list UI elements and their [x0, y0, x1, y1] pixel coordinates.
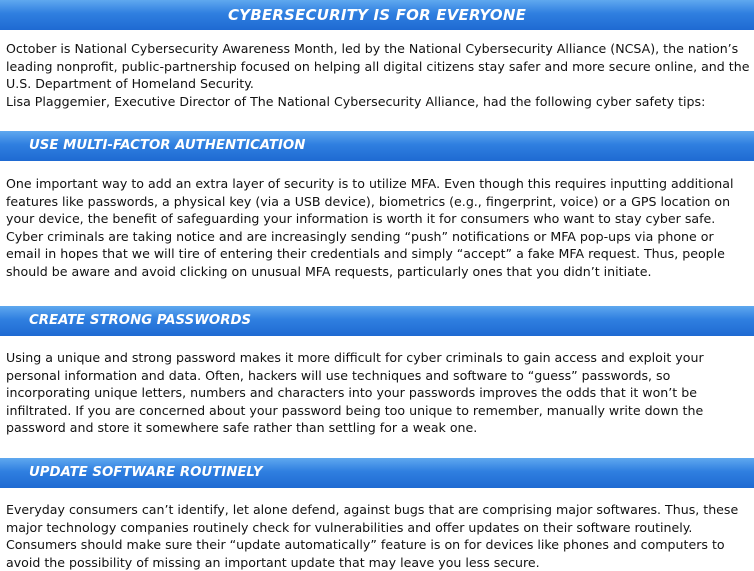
- section-body-passwords: Using a unique and strong password makes it more difficult for cyber criminals to gain access and exploit your personal information and data. Often, hackers will use techniques and software to “guess” passwords, so incorporating unique letters, numbers and characters into your passwords improves the odds that it won’t be infiltrated. If you are concerned about your password being too unique to remember, manually write down the password and store it somewhere safe rather than settling for a weak one.: [6, 350, 704, 436]
- intro-paragraph: October is National Cybersecurity Awareness Month, led by the National Cybersecurity Alliance (NCSA), the nation’s leading nonprofit, public-partnership focused on helping all digital citizens stay safer and more secure online, and the U.S. Department of Homeland Security.: [6, 41, 750, 92]
- section-body-updates: Everyday consumers can’t identify, let alone defend, against bugs that are comprising major softwares. Thus, these major technology companies routinely check for vulnerabilities and offer updates on their software routinely. Consumers should make sure their “update automatically” feature is on for devices like phones and computers to avoid the possibility of missing an important update that may leave you less secure.: [6, 502, 739, 570]
- section-heading-updates: UPDATE SOFTWARE ROUTINELY: [0, 458, 754, 488]
- intro-attribution: Lisa Plaggemier, Executive Director of The National Cybersecurity Alliance, had the following cyber safety tips:: [6, 94, 706, 109]
- section-heading-passwords: CREATE STRONG PASSWORDS: [0, 306, 754, 336]
- section-body-mfa: One important way to add an extra layer of security is to utilize MFA. Even though this requires inputting additional features like passwords, a physical key (via a USB device), biometrics (e.g., fingerprint, voice) or a GPS location on your device, the benefit of safeguarding your information is worth it for consumers who want to stay cyber safe. Cyber criminals are taking notice and are increasingly sending “push” notifications or MFA pop-ups via phone or email in hopes that we will tire of entering their credentials and simply “accept” a fake MFA request. Thus, people should be aware and avoid clicking on unusual MFA requests, particularly ones that you didn’t initiate.: [6, 176, 734, 279]
- section-heading-mfa: USE MULTI-FACTOR AUTHENTICATION: [0, 131, 754, 161]
- page-title: CYBERSECURITY IS FOR EVERYONE: [0, 0, 754, 30]
